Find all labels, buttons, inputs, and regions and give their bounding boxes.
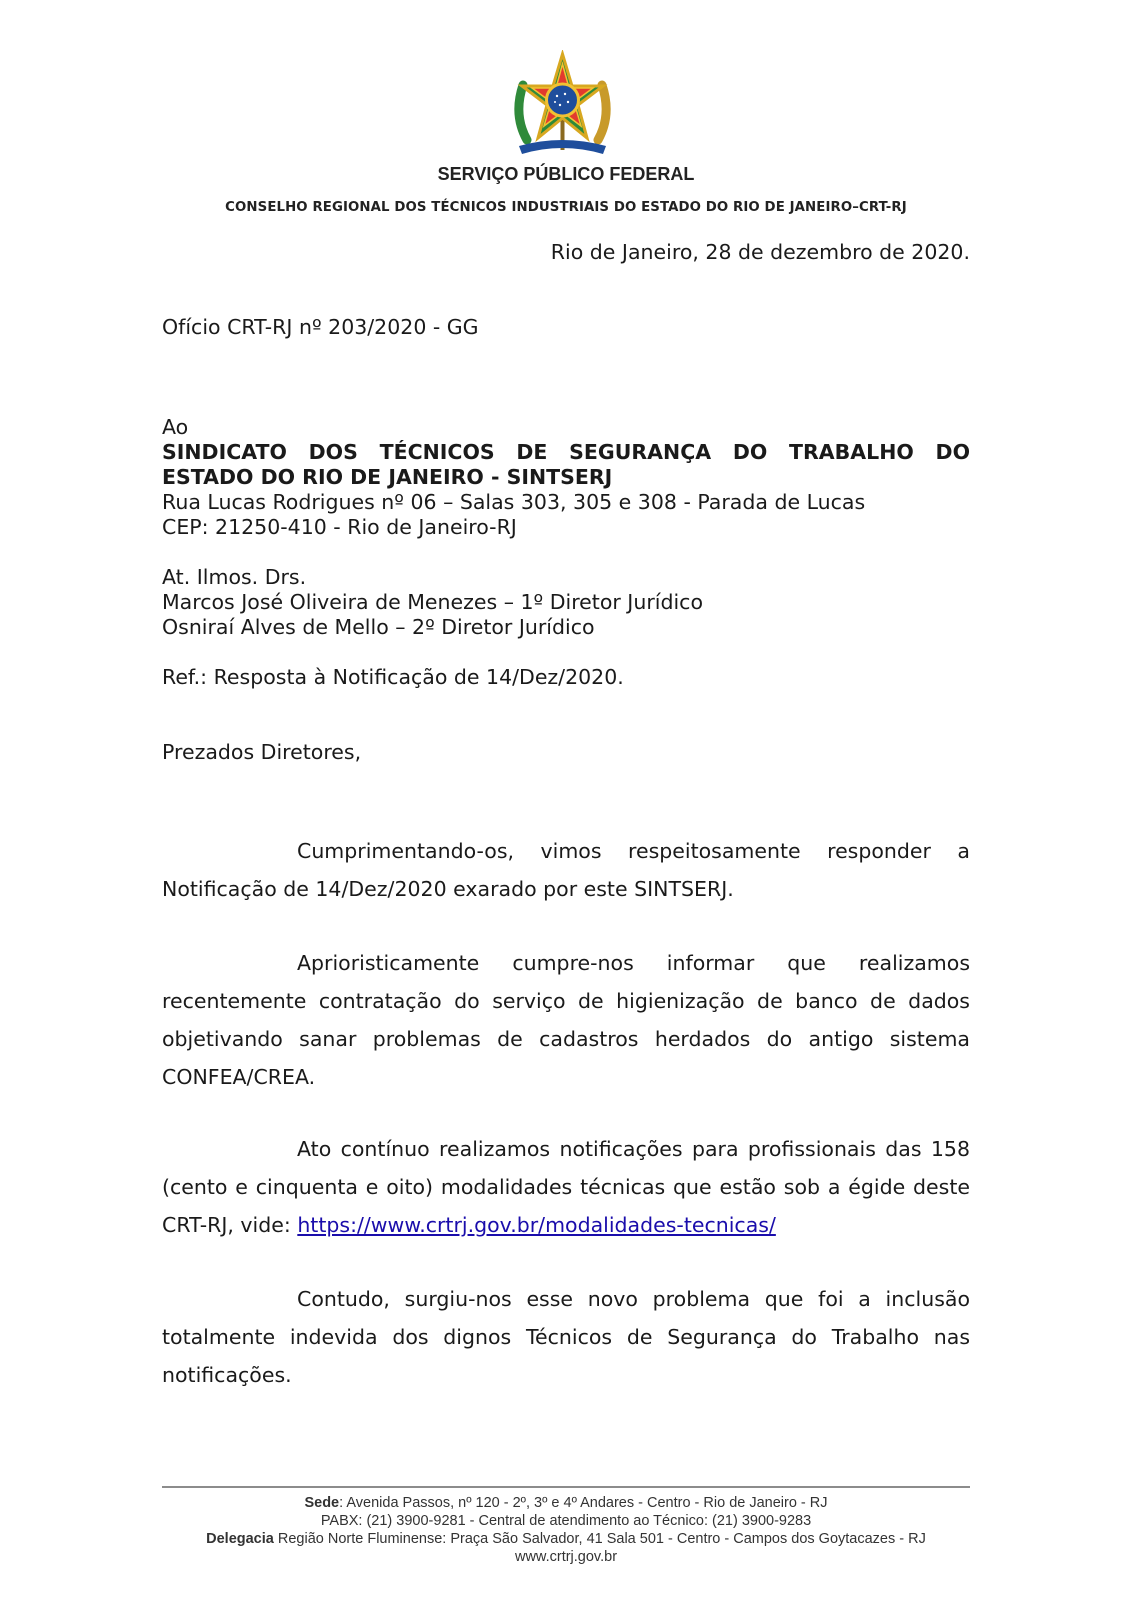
- addressee-name-line2: ESTADO DO RIO DE JANEIRO - SINTSERJ: [162, 465, 613, 489]
- footer-pabx: PABX: (21) 3900-9281 - Central de atendimento ao Técnico: (21) 3900-9283: [320, 1513, 812, 1529]
- addressee-salutation: Ao: [162, 415, 189, 439]
- header-council: CONSELHO REGIONAL DOS TÉCNICOS INDUSTRIAIS DO ESTADO DO RIO DE JANEIRO–CRT-RJ: [225, 200, 907, 215]
- footer-delegacia-text: Região Norte Fluminense: Praça São Salvador, 41 Sala 501 - Centro - Campos dos Goytacazes - RJ: [273, 1531, 926, 1547]
- footer-divider: [162, 1486, 970, 1488]
- body-paragraph-4: [162, 1280, 970, 1394]
- footer-sede-text: : Avenida Passos, nº 120 - 2º, 3º e 4º Andares - Centro - Rio de Janeiro - RJ: [339, 1495, 828, 1511]
- footer-sede: [0, 1494, 1132, 1512]
- greeting: Prezados Diretores,: [162, 740, 362, 764]
- modalidades-link[interactable]: https://www.crtrj.gov.br/modalidades-tecnicas/: [297, 1213, 776, 1237]
- body-paragraph-3-text: Ato contínuo realizamos notificações para profissionais das 158 (cento e cinquenta e oito) modalidades técnicas que estão sob a égide deste CRT-RJ, vide:: [162, 1137, 970, 1237]
- attention-person1: Marcos José Oliveira de Menezes – 1º Diretor Jurídico: [162, 590, 703, 614]
- header-service: SERVIÇO PÚBLICO FEDERAL: [437, 164, 695, 184]
- reference-line: Ref.: Resposta à Notificação de 14/Dez/2020.: [162, 665, 624, 689]
- footer-delegacia-label: Delegacia: [206, 1531, 274, 1547]
- attention-label: At. Ilmos. Drs.: [162, 565, 307, 589]
- attention-person2: Osniraí Alves de Mello – 2º Diretor Jurídico: [162, 615, 595, 639]
- body-paragraph-2: [162, 944, 970, 1096]
- footer-website: www.crtrj.gov.br: [514, 1549, 618, 1565]
- body-paragraph-1: [162, 832, 970, 908]
- addressee-address-line2: CEP: 21250-410 - Rio de Janeiro-RJ: [162, 515, 517, 539]
- body-paragraph-2-text: Aprioristicamente cumpre-nos informar que realizamos recentemente contratação do serviço de higienização de banco de dados objetivando sanar problemas de cadastros herdados do antigo sistema CONFEA/CREA.: [162, 951, 970, 1089]
- body-paragraph-3: [162, 1130, 970, 1244]
- date-line: Rio de Janeiro, 28 de dezembro de 2020.: [550, 240, 970, 264]
- footer-sede-label: Sede: [304, 1495, 340, 1511]
- addressee-address-line1: Rua Lucas Rodrigues nº 06 – Salas 303, 305 e 308 - Parada de Lucas: [162, 490, 866, 514]
- body-paragraph-4-text: Contudo, surgiu-nos esse novo problema que foi a inclusão totalmente indevida dos dignos Técnicos de Segurança do Trabalho nas notificações.: [162, 1287, 970, 1387]
- oficio-number: Ofício CRT-RJ nº 203/2020 - GG: [162, 315, 479, 339]
- brazil-coat-of-arms-icon: [505, 50, 620, 160]
- footer-delegacia: [0, 1530, 1132, 1548]
- addressee-name-line1: SINDICATO DOS TÉCNICOS DE SEGURANÇA DO TRABALHO DO: [162, 440, 970, 464]
- body-paragraph-1-text: Cumprimentando-os, vimos respeitosamente responder a Notificação de 14/Dez/2020 exarado por este SINTSERJ.: [162, 839, 970, 901]
